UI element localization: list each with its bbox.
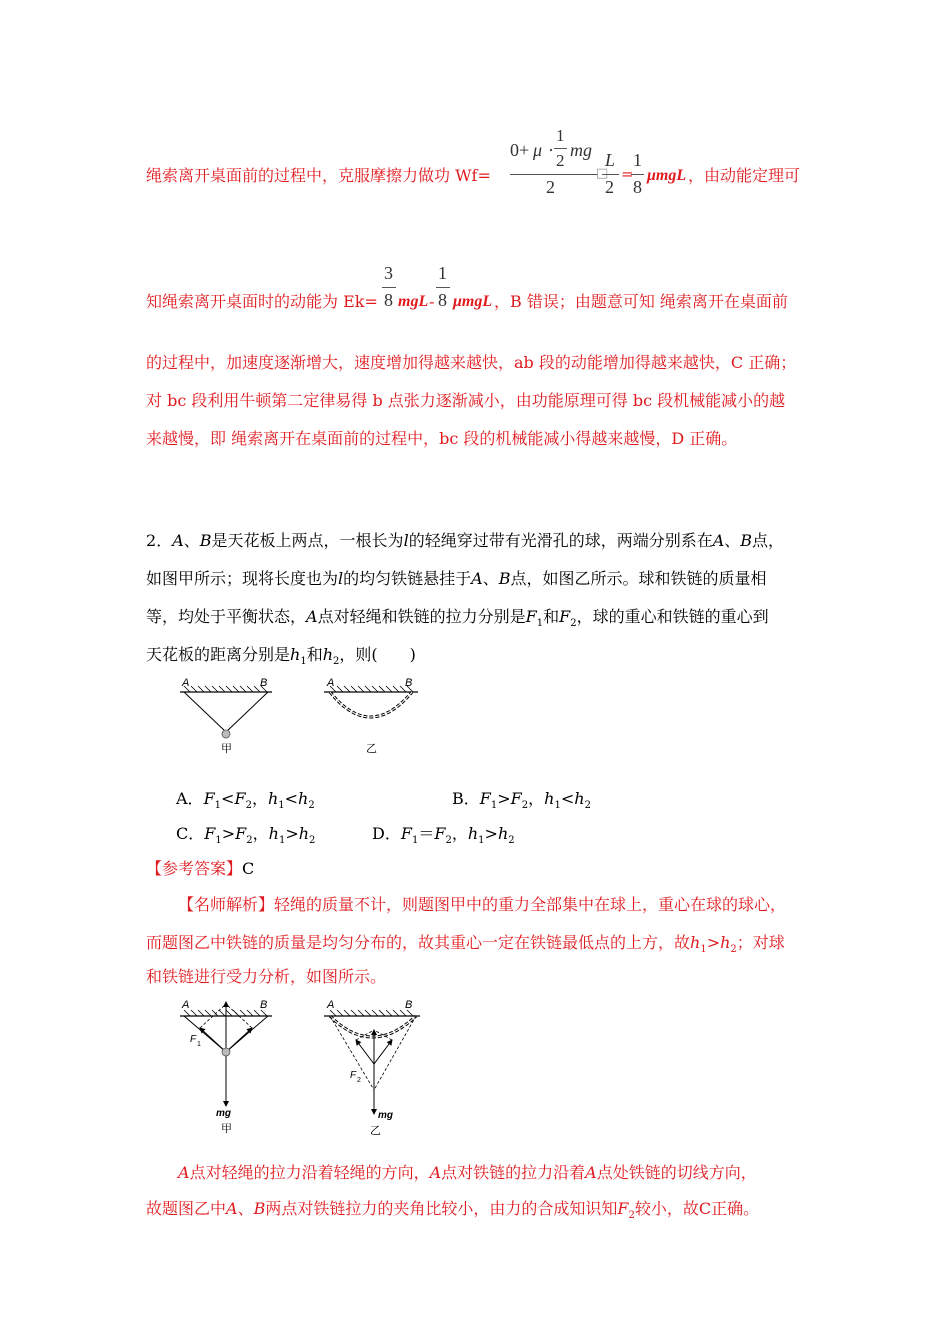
question-number: 2 (146, 531, 157, 550)
formula-L: L (605, 150, 616, 170)
var-F: F (559, 607, 571, 626)
punct: ． (156, 531, 173, 550)
label-B: B (405, 677, 413, 689)
formula-eighth-num: 1 (633, 150, 642, 170)
text: 的轻绳穿过带有光滑孔的球，两端分别系在 (408, 531, 713, 550)
formula-dot: · (548, 140, 554, 160)
text-line: 的过程中，加速度逐渐增大，速度增加得越来越快，ab 段的动能增加得越来越快，C 正确； (146, 353, 797, 372)
label-A: A (182, 677, 190, 689)
op: < (560, 789, 575, 808)
label-A: A (327, 677, 335, 689)
formula-3-num: 3 (384, 263, 393, 283)
subscript: 1 (214, 800, 222, 812)
label-mg: mg (378, 1110, 393, 1121)
subscript: 2 (309, 835, 316, 847)
formula-mgL: mgL (398, 293, 429, 310)
text: 是天花板上两点，一根长为 (211, 531, 404, 550)
formula-equals: = (621, 165, 634, 183)
var-h: h (720, 933, 731, 952)
option-C[interactable] (176, 823, 315, 852)
op: < (221, 789, 235, 808)
label-jia: 甲 (221, 1123, 232, 1135)
punct: 、 (183, 531, 200, 550)
text: 点处铁链的切线方向， (596, 1163, 757, 1182)
var-h: h (290, 645, 301, 664)
formula-mumgL-2: μmgL (453, 293, 493, 310)
formula-1-num: 1 (438, 263, 447, 283)
var-F: F (434, 824, 446, 843)
point-A: A (471, 569, 483, 588)
label-A: A (327, 999, 335, 1011)
text: ；对球 (736, 933, 785, 952)
label-F2-sub: 2 (357, 1077, 361, 1084)
subscript: 2 (584, 800, 591, 812)
subscript: 1 (411, 835, 419, 847)
var-F: F (510, 789, 522, 808)
punct: 、 (482, 569, 499, 588)
answer-value: C (242, 859, 255, 878)
var-h: h (574, 789, 585, 808)
text-line: 绳索离开桌面前的过程中，克服摩擦力做功 Wf= (146, 166, 491, 185)
final-line (178, 1162, 757, 1184)
punct: 、 (724, 531, 741, 550)
subscript: 2 (508, 835, 515, 847)
text: 较小，故 (634, 1199, 699, 1218)
final-line (146, 1198, 759, 1227)
ball (222, 730, 230, 738)
subscript: 1 (278, 835, 286, 847)
subscript: 2 (308, 800, 315, 812)
text: 轻绳的质量不计，则题图甲中的重力全部集中在球上，重心在球的球心， (274, 895, 787, 914)
var-h: h (322, 645, 334, 664)
var-F: F (400, 824, 412, 843)
fraction-bar (382, 287, 396, 288)
answer-label: 【参考答案】 (146, 859, 243, 878)
figure-jia-forces (180, 999, 272, 1135)
subscript: 1 (554, 800, 561, 812)
option-label: D． (372, 824, 401, 843)
fraction-bar (510, 174, 598, 175)
var-F: F (479, 789, 491, 808)
formula-half-den: 2 (556, 151, 565, 170)
subscript: 2 (246, 835, 253, 847)
subscript: 2 (333, 656, 340, 668)
formula-3-den: 8 (384, 290, 393, 310)
text: 点对铁链的拉力沿着 (441, 1163, 586, 1182)
point-B: B (740, 531, 753, 550)
text-line: ，B 错误；由题意可知 绳索离开在桌面前 (494, 292, 788, 311)
var-l: l (338, 569, 344, 588)
subscript: 1 (536, 618, 544, 630)
text-line: 来越慢，即 绳索离开在桌面前的过程中，bc 段的机械能减小得越来越慢，D 正确。 (146, 429, 738, 448)
text: 和 (543, 607, 560, 626)
figure-jia (180, 677, 272, 755)
point-A: A (306, 607, 318, 626)
text: 两点对铁链拉力的夹角比较小，由力的合成知识知 (265, 1199, 618, 1218)
question-line (146, 606, 769, 635)
text: 和 (306, 645, 323, 664)
point-B: B (498, 569, 511, 588)
label-B: B (260, 677, 268, 689)
option-A[interactable] (176, 788, 315, 817)
var-h: h (298, 824, 310, 843)
option-label: A． (176, 789, 204, 808)
label-yi: 乙 (366, 743, 377, 755)
label-F1: F (190, 1034, 197, 1045)
label-F2: F (350, 1070, 357, 1081)
op: < (284, 789, 299, 808)
point-A: A (172, 531, 184, 550)
figure-question (170, 672, 430, 760)
point-A: A (226, 1199, 238, 1218)
text: 点对轻绳和铁链的拉力分别是 (317, 607, 526, 626)
subscript: 2 (445, 835, 452, 847)
text-line: 知绳索离开桌面时的动能为 Ek= (146, 292, 378, 311)
fraction-bar (631, 174, 644, 175)
formula-eighth-den: 8 (633, 177, 642, 197)
figure-analysis (170, 994, 430, 1140)
option-label: C． (176, 824, 205, 843)
formula-1-den: 8 (438, 290, 447, 310)
text: ，则( ) (339, 645, 416, 664)
formula-box-glyph: □ (596, 166, 609, 181)
op: > (221, 824, 236, 843)
formula-half-num: 1 (556, 126, 565, 145)
formula-num-a: 0+ (510, 140, 530, 160)
subscript: 1 (490, 800, 498, 812)
label-B: B (405, 999, 413, 1011)
punct: ， (252, 824, 269, 843)
punct: ， (528, 789, 545, 808)
subscript: 1 (300, 656, 307, 668)
var-h: h (467, 824, 479, 843)
label-B: B (260, 999, 268, 1011)
figure-yi (324, 677, 418, 755)
analysis-label: 【名师解析】 (178, 895, 275, 914)
formula-mg: mg (570, 140, 592, 160)
figure-yi-forces (324, 999, 420, 1137)
op: > (706, 933, 721, 952)
point-A: A (178, 1163, 190, 1182)
label-A: A (182, 999, 190, 1011)
subscript: 1 (700, 944, 707, 956)
var-F: F (204, 824, 216, 843)
label-F1-sub: 1 (197, 1041, 201, 1048)
var-F: F (617, 1199, 629, 1218)
text: C (698, 1199, 712, 1218)
text: 点对轻绳的拉力沿着轻绳的方向， (189, 1163, 430, 1182)
var-h: h (267, 789, 279, 808)
formula-mu: μ (533, 140, 543, 160)
analysis-line (146, 932, 785, 961)
var-h: h (268, 824, 279, 843)
label-mg: mg (216, 1108, 231, 1119)
formula-den: 2 (546, 177, 555, 197)
text-line: 对 bc 段利用牛顿第二定律易得 b 点张力逐渐减小，由功能原理可得 bc 段机械能减小的越 (146, 391, 786, 410)
subscript: 2 (730, 944, 737, 956)
point-A: A (712, 531, 725, 550)
text: 的均匀铁链悬挂于 (343, 569, 472, 588)
text: ，球的重心和铁链的重心到 (576, 607, 769, 626)
var-h: h (298, 789, 309, 808)
var-F: F (525, 607, 537, 626)
punct: ， (251, 789, 268, 808)
var-h: h (544, 789, 555, 808)
subscript: 2 (570, 618, 577, 630)
formula-L-den: 2 (605, 177, 614, 197)
text: 如图甲所示；现将长度也为 (146, 569, 339, 588)
subscript: 2 (521, 800, 529, 812)
fraction-bar (554, 148, 567, 149)
point-B: B (199, 531, 212, 550)
text: 正确。 (711, 1199, 760, 1218)
var-h: h (690, 933, 701, 952)
op: > (484, 824, 498, 843)
text: 故题图乙中 (146, 1199, 227, 1218)
option-label: B． (452, 789, 480, 808)
var-F: F (203, 789, 215, 808)
text-line: ，由动能定理可 (688, 166, 801, 185)
question-line (146, 530, 784, 552)
question-line (146, 644, 416, 673)
question-line (146, 568, 767, 590)
label-jia: 甲 (221, 743, 232, 755)
label-yi: 乙 (370, 1125, 381, 1137)
option-D[interactable] (372, 823, 515, 852)
fraction-bar (436, 287, 450, 288)
analysis-line: 和铁链进行受力分析，如图所示。 (146, 967, 387, 986)
op: ＝ (418, 824, 435, 843)
fraction-bar (602, 174, 619, 175)
subscript: 1 (478, 835, 485, 847)
subscript: 2 (245, 800, 252, 812)
point-A: A (429, 1163, 442, 1182)
formula-mumgL: μmgL (647, 167, 687, 184)
subscript: 1 (215, 835, 222, 847)
subscript: 1 (278, 800, 285, 812)
var-F: F (235, 824, 247, 843)
var-F: F (234, 789, 246, 808)
punct: ， (451, 824, 468, 843)
op: > (497, 789, 511, 808)
text: 而题图乙中铁链的质量是均匀分布的，故其重心一定在铁链最低点的上方，故 (146, 933, 691, 952)
op: > (285, 824, 299, 843)
point-A: A (585, 1163, 597, 1182)
point-B: B (253, 1199, 266, 1218)
text: 等，均处于平衡状态， (146, 607, 307, 626)
formula-minus: - (429, 292, 435, 311)
subscript: 2 (628, 1210, 635, 1222)
var-h: h (497, 824, 509, 843)
text: 天花板的距离分别是 (146, 645, 291, 664)
text: 点，如图乙所示。球和铁链的质量相 (510, 569, 767, 588)
text: 点， (752, 531, 785, 550)
punct: 、 (237, 1199, 254, 1218)
answer-line (146, 858, 254, 880)
analysis-line (178, 894, 786, 916)
var-l: l (403, 531, 409, 550)
option-B[interactable] (452, 788, 591, 817)
